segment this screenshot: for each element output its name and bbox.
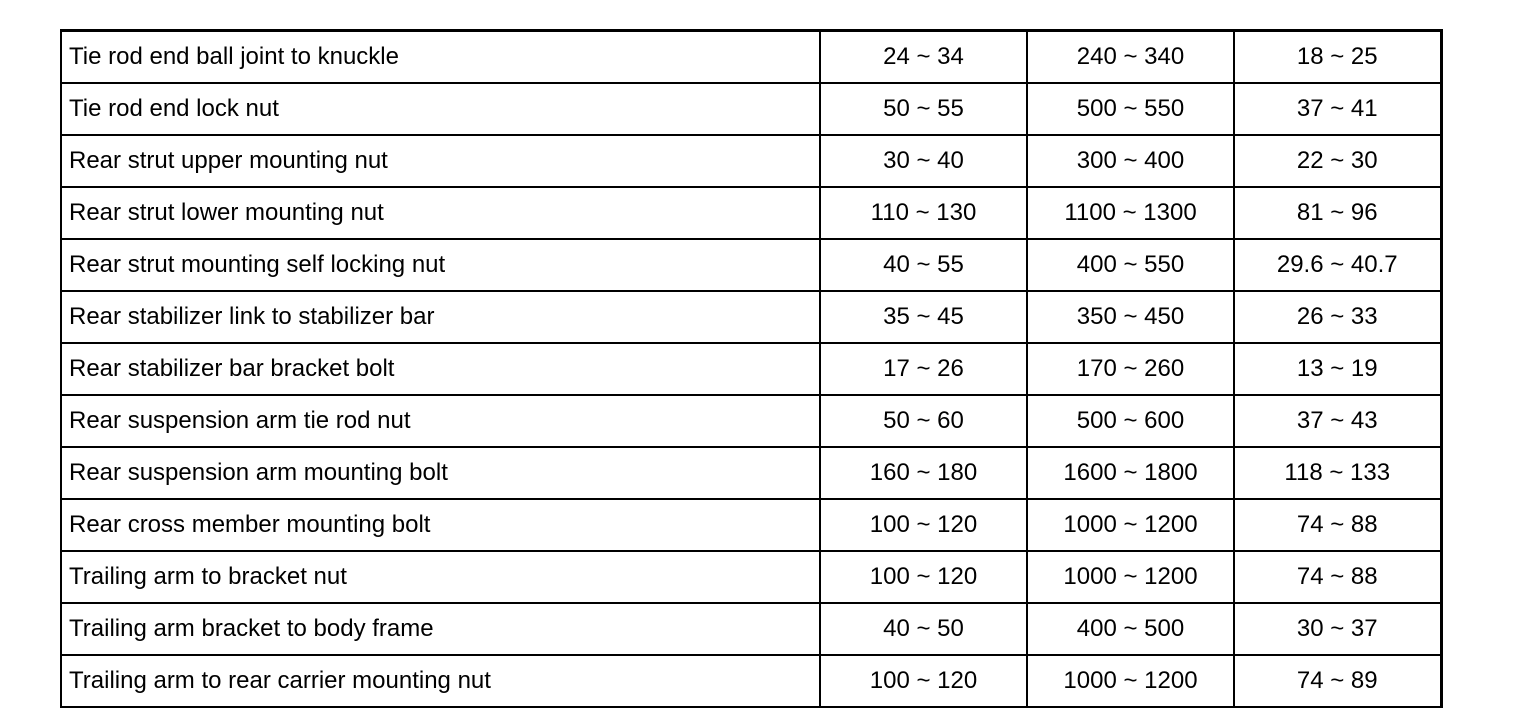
torque-nm-cell: 100 ~ 120 [820, 551, 1027, 603]
torque-lb-ft-cell: 74 ~ 88 [1234, 551, 1441, 603]
torque-kgf-cm-cell: 500 ~ 600 [1027, 395, 1234, 447]
item-name-cell: Rear strut upper mounting nut [61, 135, 820, 187]
torque-nm-cell: 40 ~ 55 [820, 239, 1027, 291]
table-row [61, 187, 1441, 239]
item-name-cell: Trailing arm to rear carrier mounting nut [61, 655, 820, 707]
torque-nm-cell: 160 ~ 180 [820, 447, 1027, 499]
torque-lb-ft-cell: 74 ~ 88 [1234, 499, 1441, 551]
table-row [61, 291, 1441, 343]
torque-nm-cell: 35 ~ 45 [820, 291, 1027, 343]
torque-lb-ft-cell: 30 ~ 37 [1234, 603, 1441, 655]
torque-kgf-cm-cell: 500 ~ 550 [1027, 83, 1234, 135]
torque-lb-ft-cell: 18 ~ 25 [1234, 31, 1441, 84]
table-row [61, 395, 1441, 447]
torque-kgf-cm-cell: 1000 ~ 1200 [1027, 499, 1234, 551]
torque-lb-ft-cell: 13 ~ 19 [1234, 343, 1441, 395]
torque-kgf-cm-cell: 240 ~ 340 [1027, 31, 1234, 84]
torque-kgf-cm-cell: 400 ~ 500 [1027, 603, 1234, 655]
torque-lb-ft-cell: 22 ~ 30 [1234, 135, 1441, 187]
table-row [61, 135, 1441, 187]
torque-kgf-cm-cell: 300 ~ 400 [1027, 135, 1234, 187]
item-name-cell: Rear stabilizer link to stabilizer bar [61, 291, 820, 343]
torque-lb-ft-cell: 37 ~ 43 [1234, 395, 1441, 447]
table-row [61, 447, 1441, 499]
torque-lb-ft-cell: 26 ~ 33 [1234, 291, 1441, 343]
item-name-cell: Rear strut mounting self locking nut [61, 239, 820, 291]
torque-kgf-cm-cell: 170 ~ 260 [1027, 343, 1234, 395]
torque-kgf-cm-cell: 1600 ~ 1800 [1027, 447, 1234, 499]
table-body [61, 31, 1441, 708]
torque-spec-table [60, 29, 1443, 708]
table-row [61, 551, 1441, 603]
torque-lb-ft-cell: 118 ~ 133 [1234, 447, 1441, 499]
torque-nm-cell: 50 ~ 55 [820, 83, 1027, 135]
item-name-cell: Trailing arm to bracket nut [61, 551, 820, 603]
torque-lb-ft-cell: 29.6 ~ 40.7 [1234, 239, 1441, 291]
torque-kgf-cm-cell: 350 ~ 450 [1027, 291, 1234, 343]
torque-lb-ft-cell: 37 ~ 41 [1234, 83, 1441, 135]
torque-nm-cell: 17 ~ 26 [820, 343, 1027, 395]
torque-nm-cell: 40 ~ 50 [820, 603, 1027, 655]
table-row [61, 603, 1441, 655]
table-row [61, 31, 1441, 84]
item-name-cell: Trailing arm bracket to body frame [61, 603, 820, 655]
torque-nm-cell: 100 ~ 120 [820, 499, 1027, 551]
item-name-cell: Rear cross member mounting bolt [61, 499, 820, 551]
torque-nm-cell: 30 ~ 40 [820, 135, 1027, 187]
item-name-cell: Rear suspension arm tie rod nut [61, 395, 820, 447]
item-name-cell: Rear strut lower mounting nut [61, 187, 820, 239]
torque-nm-cell: 110 ~ 130 [820, 187, 1027, 239]
torque-lb-ft-cell: 81 ~ 96 [1234, 187, 1441, 239]
item-name-cell: Rear suspension arm mounting bolt [61, 447, 820, 499]
item-name-cell: Tie rod end ball joint to knuckle [61, 31, 820, 84]
torque-kgf-cm-cell: 1000 ~ 1200 [1027, 551, 1234, 603]
table-row [61, 343, 1441, 395]
table-row [61, 83, 1441, 135]
item-name-cell: Rear stabilizer bar bracket bolt [61, 343, 820, 395]
torque-nm-cell: 50 ~ 60 [820, 395, 1027, 447]
torque-kgf-cm-cell: 1100 ~ 1300 [1027, 187, 1234, 239]
table-row [61, 499, 1441, 551]
torque-nm-cell: 24 ~ 34 [820, 31, 1027, 84]
torque-lb-ft-cell: 74 ~ 89 [1234, 655, 1441, 707]
table-row [61, 655, 1441, 707]
item-name-cell: Tie rod end lock nut [61, 83, 820, 135]
table-row [61, 239, 1441, 291]
torque-kgf-cm-cell: 1000 ~ 1200 [1027, 655, 1234, 707]
torque-kgf-cm-cell: 400 ~ 550 [1027, 239, 1234, 291]
torque-nm-cell: 100 ~ 120 [820, 655, 1027, 707]
